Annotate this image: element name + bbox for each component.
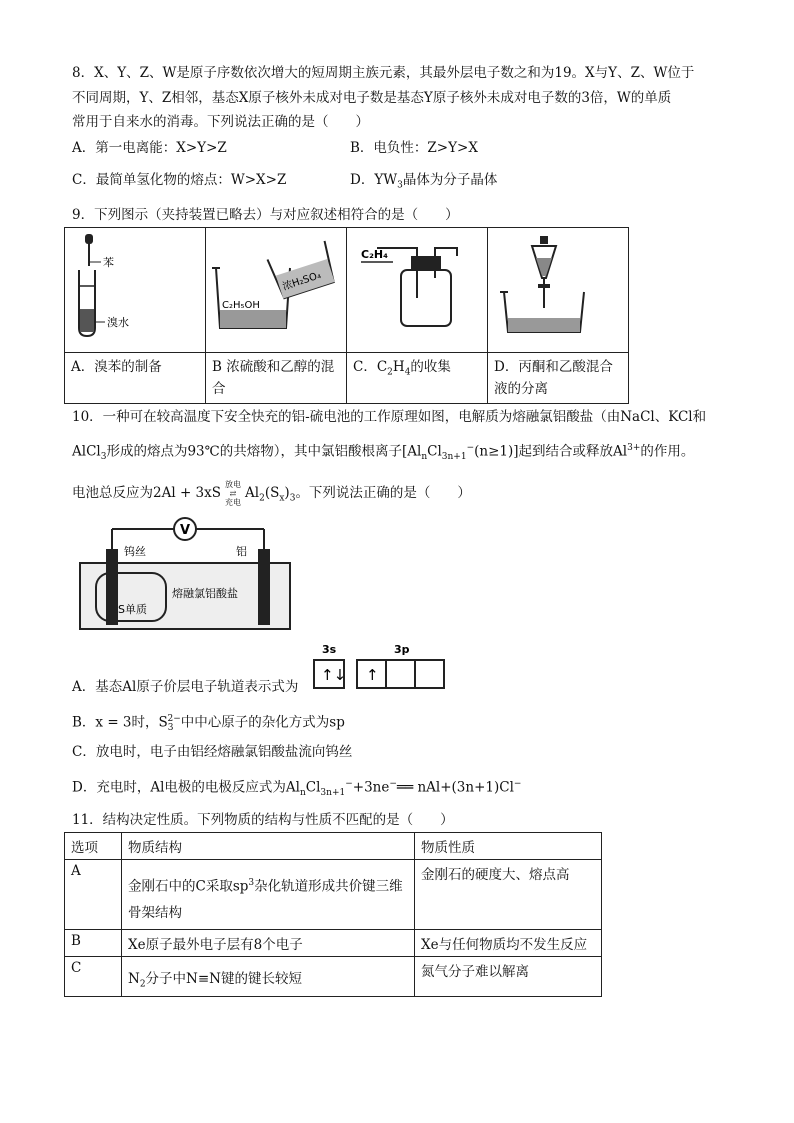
table-cell: B (65, 929, 122, 956)
aluminum-label: 铝 (236, 545, 247, 558)
q8-option-a: A．第一电离能：X>Y>Z (72, 140, 227, 156)
q9-stem: 9．下列图示（夹持装置已略去）与对应叙述相符合的是（ ） (72, 207, 459, 223)
table-cell: Xe原子最外电子层有8个电子 (122, 929, 415, 956)
bromine-water-label: 溴水 (107, 316, 129, 329)
table-cell: C (65, 956, 122, 996)
ethanol-label: C₂H₅OH (222, 300, 260, 311)
table-header: 物质结构 (122, 833, 415, 860)
q9-figure-c (347, 228, 488, 353)
q10-option-c: C．放电时，电子由铝经熔融氯铝酸盐流向钨丝 (72, 744, 353, 760)
table-cell: Xe与任何物质均不发生反应 (415, 929, 602, 956)
q8-option-d: D．$YW_3$晶体为分子晶体 (350, 172, 498, 191)
q8-line2: 不同周期，Y、Z相邻，基态X原子核外未成对电子数是基态Y原子核外未成对电子数的3倍，W的单质 (72, 90, 672, 106)
orbital-diagram (312, 640, 446, 690)
q10-line3: 电池总反应为2Al + 3xS放电 ⇄ 充电$Al_2(S_x)_3$。下列说法正确的是（ ） (72, 480, 471, 507)
table-row (65, 929, 602, 956)
table-cell: 氮气分子难以解离 (415, 956, 602, 996)
q10-option-d: D．充电时，Al电极的电极反应式为$Al_nCl_{3n+1}^-+3ne^-══$ nAl+(3n+1)Cl− (72, 779, 522, 799)
table-cell: $N_2$分子中N≡N键的键长较短 (122, 956, 415, 996)
table-header: 物质性质 (415, 833, 602, 860)
up-down-arrows-icon: ↑↓ (321, 666, 347, 684)
3s-label: 3s (322, 643, 337, 656)
up-arrow-icon: ↑ (366, 666, 379, 684)
q11-table (64, 832, 602, 997)
q11-stem: 11．结构决定性质。下列物质的结构与性质不匹配的是（ ） (72, 812, 454, 828)
table-cell: 金刚石的硬度大、熔点高 (415, 860, 602, 930)
tungsten-label: 钨丝 (124, 545, 146, 558)
voltmeter-label: V (180, 523, 191, 538)
q9-figure-d (488, 228, 629, 353)
sulfur-label: S单质 (118, 603, 147, 616)
ethylene-label: C₂H₄ (361, 248, 388, 261)
arrow-top-label: 放电 (225, 480, 242, 489)
3p-label: 3p (394, 643, 410, 656)
table-row (65, 956, 602, 996)
conc-acid-label: 浓H₂SO₄ (281, 270, 323, 293)
benzene-label: 苯 (103, 256, 114, 269)
q8-line1: 8．X、Y、Z、W是原子序数依次增大的短周期主族元素，其最外层电子数之和为19。X与Y、Z、W位于 (72, 65, 695, 81)
q9-figure-b (206, 228, 347, 353)
table-cell: A (65, 860, 122, 930)
table-row (65, 860, 602, 930)
electrolyte-label: 熔融氯铝酸盐 (172, 587, 238, 600)
table-cell: 金刚石中的C采取$sp^3$杂化轨道形成共价键三维骨架结构 (122, 860, 415, 930)
q9-caption-a: A．溴苯的制备 (65, 353, 206, 404)
q9-caption-b: B 浓硫酸和乙醇的混合 (206, 353, 347, 404)
arrow-bottom-label: 充电 (225, 498, 242, 507)
q9-caption-d: D．丙酮和乙酸混合液的分离 (488, 353, 629, 404)
q9-caption-c: C．$C_2H_4$的收集 (347, 353, 488, 404)
q10-option-a: A．基态Al原子价层电子轨道表示式为 (72, 679, 299, 695)
q10-line2: AlCl$_3$形成的熔点为93℃的共熔物），其中氯铝酸根离子$[Al_nCl_{3n+1}^-(n\ge 1)]$起到结合或释放$Al^{3+}$的作用。 (72, 443, 695, 463)
q8-line3: 常用于自来水的消毒。下列说法正确的是（ ） (72, 114, 369, 130)
battery-diagram (78, 515, 294, 631)
table-header: 选项 (65, 833, 122, 860)
q9-figure-table (64, 227, 629, 404)
q8-option-b: B．电负性：Z>Y>X (350, 140, 478, 156)
table-header-row (65, 833, 602, 860)
q9-figure-a (65, 228, 206, 353)
q8-option-c: C．最简单氢化物的熔点：W>X>Z (72, 172, 287, 188)
q10-option-b: B．x = 3时，$S_3^{2-}$中中心原子的杂化方式为sp (72, 714, 345, 734)
q10-line1: 10．一种可在较高温度下安全快充的铝-硫电池的工作原理如图，电解质为熔融氯铝酸盐（由NaCl、KCl和 (72, 409, 707, 425)
